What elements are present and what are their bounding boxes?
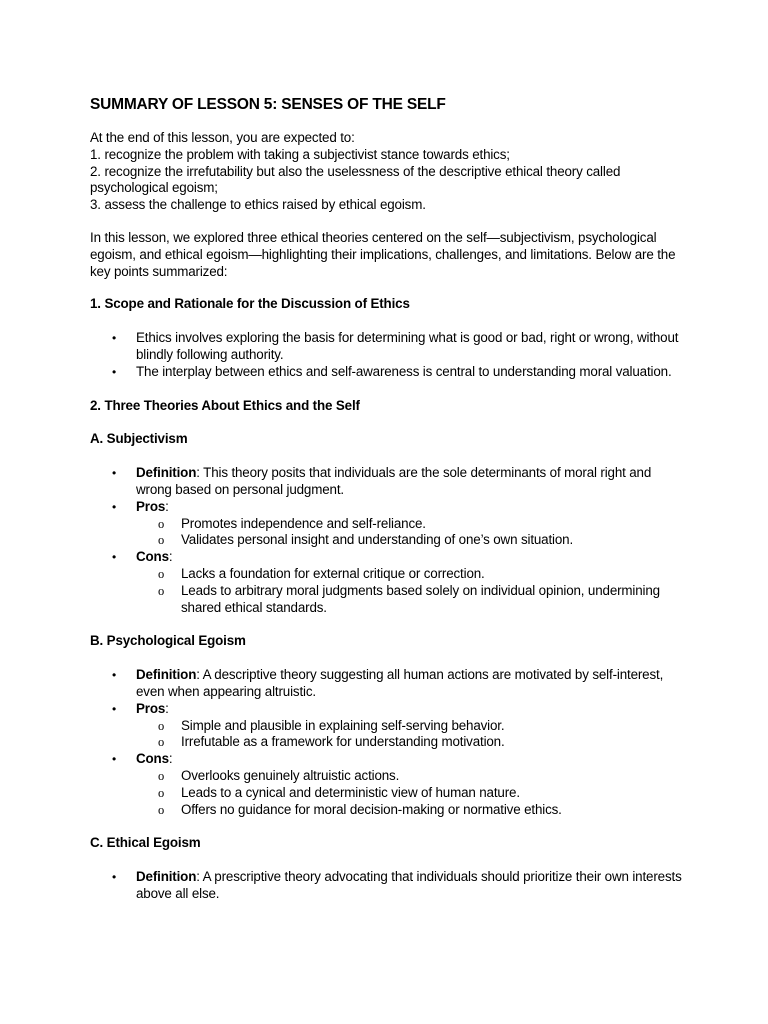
circle-bullet-icon: o [158,802,165,817]
pros-label: Pros [136,498,166,514]
cons-label: Cons [136,549,169,565]
list-item [90,667,690,701]
sub-list-item [136,718,690,735]
list-item [90,364,690,381]
bullet-list [90,330,690,380]
list-item [90,751,690,818]
pros-label: Pros [136,700,166,716]
bullet-icon: • [112,701,117,716]
sub-item-text: Leads to arbitrary moral judgments based solely on individual opinion, undermining shared ethical standards. [181,582,660,615]
bullet-icon: • [112,499,117,514]
bullet-icon: • [112,870,117,885]
list-item [90,701,690,751]
objective-item: 2. recognize the irrefutability but also the uselessness of the descriptive ethical theory called psychological egoism; [90,163,621,196]
objectives-block [90,130,690,214]
page-title: SUMMARY OF LESSON 5: SENSES OF THE SELF [90,96,446,113]
sub-list-item [136,532,690,549]
sub-list-item [136,734,690,751]
sub-item-text: Leads to a cynical and deterministic view of human nature. [181,784,520,800]
colon: : [165,700,169,716]
definition-label: Definition [136,869,197,885]
list-item [90,330,690,364]
sub-list [136,768,690,818]
colon: : [168,751,173,767]
bullet-icon: • [112,466,117,481]
circle-bullet-icon: o [158,583,165,598]
bullet-icon: • [112,752,117,767]
cons-label: Cons [136,751,169,767]
bullet-icon: • [112,550,117,565]
sub-list-item [136,785,690,802]
definition-label: Definition [136,667,197,683]
definition-text: A descriptive theory suggesting all human actions are motivated by self-interest, even when appearing altruistic. [136,667,664,699]
sub-list-item [136,768,690,785]
sub-list-item [136,802,690,819]
sub-list-item [136,583,690,617]
list-item-text: The interplay between ethics and self-awareness is central to understanding moral valuation. [136,363,672,379]
bullet-icon: • [112,331,117,346]
bullet-list [90,869,690,903]
list-item [90,465,690,499]
circle-bullet-icon: o [158,735,165,750]
document-page [90,96,690,920]
sub-item-text: Promotes independence and self-reliance. [181,515,426,531]
subsection-heading: B. Psychological Egoism [90,633,246,649]
objectives-intro: At the end of this lesson, you are expected to: [90,130,355,145]
definition-text: This theory posits that individuals are the sole determinants of moral right and wrong based on personal judgment. [136,465,652,497]
sub-list-item [136,516,690,533]
definition-text: A prescriptive theory advocating that individuals should prioritize their own interests above all else. [136,869,682,901]
sub-item-text: Offers no guidance for moral decision-making or normative ethics. [181,801,562,817]
sub-list [136,516,690,550]
overview-text: In this lesson, we explored three ethical theories centered on the self—subjectivism, psychological egoism, and ethical egoism—highlighting their implications, challenges, and limitations. Below are the key points summarized: [90,229,676,279]
section-heading: 1. Scope and Rationale for the Discussion of Ethics [90,296,410,312]
definition-label: Definition [136,465,197,481]
sub-list [136,718,690,752]
circle-bullet-icon: o [158,768,165,783]
sub-item-text: Simple and plausible in explaining self-serving behavior. [181,717,505,733]
bullet-icon: • [112,364,117,379]
circle-bullet-icon: o [158,533,165,548]
colon: : [196,869,200,885]
sub-list [136,566,690,616]
colon: : [196,465,200,481]
sub-item-text: Irrefutable as a framework for understanding motivation. [181,734,505,750]
bullet-list [90,465,690,616]
bullet-icon: • [112,668,117,683]
colon: : [196,667,200,683]
subsection-heading: A. Subjectivism [90,431,188,447]
circle-bullet-icon: o [158,718,165,733]
list-item [90,549,690,616]
subsection-heading: C. Ethical Egoism [90,835,201,851]
objective-item: 3. assess the challenge to ethics raised by ethical egoism. [90,197,426,213]
circle-bullet-icon: o [158,566,165,581]
colon: : [168,549,173,565]
sub-item-text: Overlooks genuinely altruistic actions. [181,767,400,783]
colon: : [165,498,169,514]
sub-list-item [136,566,690,583]
circle-bullet-icon: o [158,785,165,800]
sub-item-text: Validates personal insight and understanding of one’s own situation. [181,532,574,548]
objective-item: 1. recognize the problem with taking a subjectivist stance towards ethics; [90,146,510,162]
circle-bullet-icon: o [158,516,165,531]
list-item-text: Ethics involves exploring the basis for determining what is good or bad, right or wrong, without blindly following authority. [136,330,679,362]
section-heading: 2. Three Theories About Ethics and the Self [90,397,360,413]
sub-item-text: Lacks a foundation for external critique or correction. [181,565,485,581]
list-item [90,869,690,903]
list-item [90,499,690,549]
bullet-list [90,667,690,818]
overview-paragraph [90,230,690,280]
